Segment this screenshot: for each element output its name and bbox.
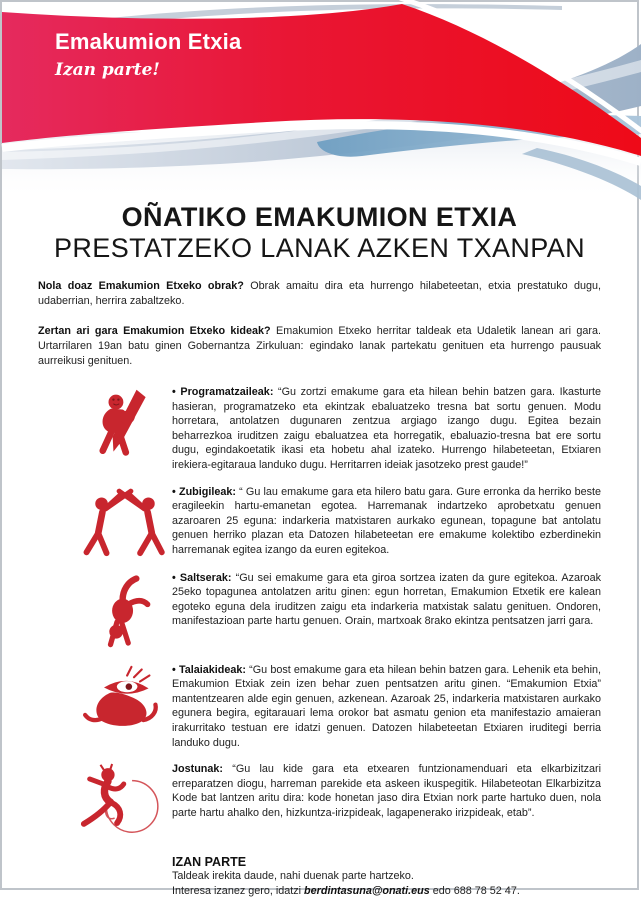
- logo: [55, 30, 241, 80]
- group-name: Saltserak: [179, 571, 228, 584]
- group-list: [38, 385, 601, 843]
- intro-paragraph-obrak: [38, 279, 601, 309]
- intro-paragraph-kideak: [38, 324, 601, 369]
- intro-text: Obrak amaitu dira eta hurrengo hilabeteetan, etxia prestatuko dugu, udaberrian, herrira zabaltzeko.: [38, 280, 601, 307]
- group-name: Zubigileak: [178, 485, 233, 498]
- bullet-marker: •: [172, 571, 180, 584]
- footer: [172, 855, 601, 899]
- group-quote: “Gu lau kide gara eta etxearen funtzionamenduari eta elkarbizitzari erreparatzen diogu, harreman parekide eta askeen ikuspegitik. Hilabeteotan Elkarbizitza Kode bat lantzen aritu dira: kode honetan jaso dira Etxian nork parte hartuko duen, nola parte hartu ahalko den, hizkuntza-irizpideak, lagapenerako irizpideak, etab”.: [172, 763, 601, 819]
- logo-title: Emakumion Etxia: [55, 29, 242, 54]
- footer-heading: IZAN PARTE: [172, 855, 247, 870]
- page-title-line2: PRESTATZEKO LANAK AZKEN TXANPAN: [53, 233, 586, 263]
- group-paragraph: Jostunak: “Gu lau kide gara eta etxearen funtzionamenduari eta elkarbizitzari erreparatzen diogu, harreman parekide eta askeen ikuspegitik. Hilabeteotan Elkarbizitza Kode bat lantzen aritu dira: kode honetan jaso dira Etxian nork parte hartuko duen, nola parte hartu ahalko den, hizkuntza-irizpideak, lagapenerako irizpideak, etab”.: [172, 763, 601, 819]
- intro-lead: Nola doaz Emakumion Etxeko obrak?: [38, 280, 244, 292]
- group-row-zubigileak: [78, 485, 601, 559]
- bullet-marker: •: [172, 386, 181, 398]
- group-quote: “Gu bost emakume gara eta hilean behin batzen gara. Lehenik eta behin, Emakumion Etxiak zein izen behar zuen pentsatzen aritu ginen. “Emakumion Etxia” mantentzearen alde egin genuen, azkenean. Azaroak 25, indarkeria matxistaren aurkako egunera begira, egitarauari lema orokor bat asmatu genion eta manifestazio amaieran irakurritako testuan ere idatzi genuen. Datozen hilabeteetan Etxiaren iruditegi berria landuko dugu.: [172, 663, 601, 749]
- bullet-marker: •: [172, 485, 179, 498]
- group-paragraph: • Programatzaileak: “Gu zortzi emakume gara eta hilean behin batzen gara. Ikasturte hasieran, programatzeko eta ekintzak ebaluatzeko tresna bat sortu genuen. Modu horretara, antolatzen dugunaren zentzua argiago izango dugu. Egitea bezain beharrezkoa iruditzen zaigu ebaluatzea eta horregatik, ebaluazio-tresna bat ere sortu dugu, egindakoetatik ikasi eta hobetu ahal izateko. Hurrengo hilabeteetan, Etxiaren irekiera-egitaraua landuko dugu. Herritarren ideiak jasotzeko prest gaude!”: [172, 386, 601, 471]
- intro-text: Emakumion Etxeko herritar taldeak eta Udaletik lanean ari gara. Urtarrilaren 19an batu ginen Gobernantza Zirkuluan: egindako lanak partekatu genituen eta hurrengo pausuak aurreikusi genituen.: [38, 325, 601, 367]
- contact-email[interactable]: berdintasuna@onati.eus: [304, 885, 430, 898]
- footer-line1: Taldeak irekita daude, nahi duenak parte hartzeko.: [172, 870, 414, 883]
- group-name: Jostunak: [172, 763, 220, 776]
- group-quote: “Gu sei emakume gara eta giroa sortzea izaten da gure egitekoa. Azaroak 25eko topagunea antolatzen aritu ginen: egun horretan, Emakumion Etxetik ere kalean egoteko eguna dela iruditzen zaigu eta indarkeria matxistak salatu genituen. Ondoren, manifestazioan parte hartu genuen. Orain, martxoak 8rako ekintza pentsatzen jarri gara.: [172, 571, 602, 628]
- intro-lead: Zertan ari gara Emakumion Etxeko kideak?: [38, 325, 271, 337]
- page-title-line1: OÑATIKO EMAKUMION ETXIA: [121, 202, 518, 232]
- group-quote: “Gu zortzi emakume gara eta hilean behin batzen gara. Ikasturte hasieran, programatzeko eta ekintzak ebaluatzeko tresna bat sortu genuen. Modu horretara, antolatzen dugunaren zentzua argiago izango dugu. Egitea bezain beharrezkoa iruditzen zaigu ebaluatzea eta horregatik, ebaluazio-tresna bat ere sortu dugu, egindakoetatik ikasi eta hobetu ahal izateko. Hurrengo hilabeteetan, Etxiaren irekiera-egitaraua landuko dugu. Herritarren ideiak jasotzeko prest gaude!”: [172, 386, 601, 471]
- lookout-figure-icon: [78, 663, 172, 751]
- footer-line2: Interesa izanez gero, idatzi berdintasuna@onati.eus edo 688 78 52 47.: [172, 885, 520, 898]
- group-row-saltserak: [78, 571, 601, 651]
- group-row-programatzaileak: [78, 385, 601, 473]
- handstand-figure-icon: [78, 571, 172, 651]
- page-title: [2, 202, 637, 264]
- figure-with-pencil-icon: [78, 385, 172, 473]
- group-row-talaiakideak: [78, 663, 601, 751]
- group-name: Talaiakideak: [178, 663, 243, 676]
- logo-tagline: Izan parte!: [55, 60, 160, 81]
- group-paragraph: • Saltserak: “Gu sei emakume gara eta giroa sortzea izaten da gure egitekoa. Azaroak 25eko topagunea antolatzen aritu ginen: egun horretan, Emakumion Etxetik ere kalean egoteko eguna dela iruditzen zaigu eta indarkeria matxistak salatu genituen. Ondoren, manifestazioan parte hartu genuen. Orain, martxoak 8rako ekintza pentsatzen jarri gara.: [172, 571, 602, 628]
- content: [2, 279, 637, 899]
- group-quote: “ Gu lau emakume gara eta hilero batu gara. Gure erronka da herriko beste eragileekin hartu-emanetan egotea. Harremanak indartzeko aprobetxatu genuen azaroaren 25 eguna: indarkeria matxistaren aurkako egunean, topagune bat antolatu genuen herriko plazan eta Datozen hilabeteetan ere emakume kolektibo ezberdinekin harremanak egitea izango da euren egitekoa.: [172, 485, 601, 556]
- header-banner: [2, 2, 637, 200]
- group-row-jostunak: [78, 762, 601, 843]
- leaping-figure-thread-icon: [78, 762, 172, 843]
- two-figures-bridge-icon: [78, 485, 172, 559]
- group-paragraph: • Zubigileak: “ Gu lau emakume gara eta hilero batu gara. Gure erronka da herriko beste eragileekin hartu-emanetan egotea. Harremanak indartzeko aprobetxatu genuen azaroaren 25 eguna: indarkeria matxistaren aurkako egunean, topagune bat antolatu genuen herriko plazan eta Datozen hilabeteetan ere emakume kolektibo ezberdinekin harremanak egitea izango da euren egitekoa.: [172, 485, 601, 556]
- bullet-marker: •: [172, 663, 179, 676]
- group-paragraph: • Talaiakideak: “Gu bost emakume gara eta hilean behin batzen gara. Lehenik eta behin, Emakumion Etxiak zein izen behar zuen pentsatzen aritu ginen. “Emakumion Etxia” mantentzearen alde egin genuen, azkenean. Azaroak 25, indarkeria matxistaren aurkako egunera begira, egitarauari lema orokor bat asmatu genion eta manifestazio amaieran irakurritako testuan ere idatzi genuen. Datozen hilabeteetan Etxiaren iruditegi berria landuko dugu.: [172, 663, 601, 749]
- group-name: Programatzaileak: [180, 386, 270, 398]
